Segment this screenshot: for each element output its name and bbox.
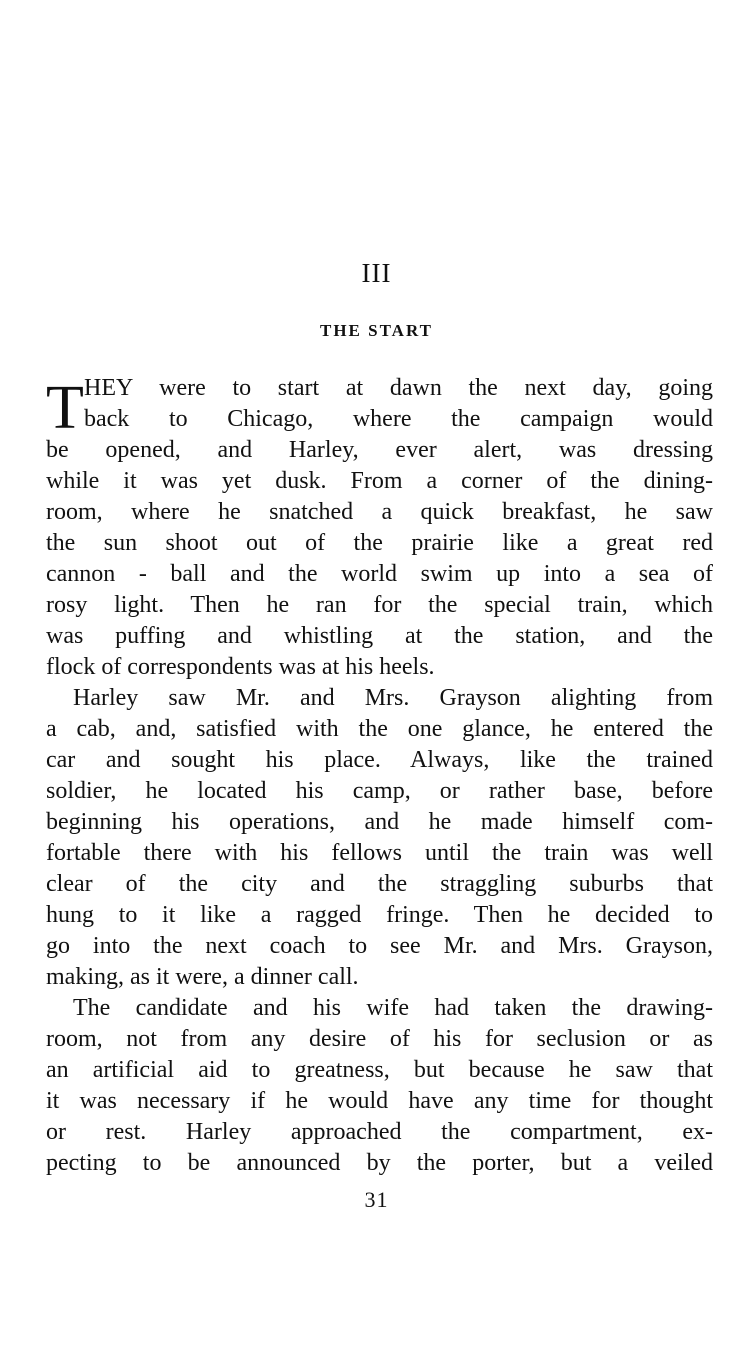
text-line: flock of correspondents was at his heels. [46,654,435,680]
text-line: soldier, he located his camp, or rather base, before [46,778,713,804]
text-line: rosy light. Then he ran for the special train, which [46,592,713,618]
text-line: the sun shoot out of the prairie like a great red [46,530,713,556]
text-line: pecting to be announced by the porter, but a veiled [46,1150,713,1176]
text-line: Harley saw Mr. and Mrs. Grayson alighting from [73,685,713,711]
paragraph [46,993,713,1179]
text-line: it was necessary if he would have any time for thought [46,1088,713,1114]
text-line: fortable there with his fellows until the train was well [46,840,713,866]
page-number: 31 [364,1187,389,1212]
text-line: The candidate and his wife had taken the drawing- [73,995,713,1021]
text-line: beginning his operations, and he made himself com- [46,809,713,835]
text-line: room, not from any desire of his for seclusion or as [46,1026,713,1052]
paragraph [46,373,713,683]
text-line: while it was yet dusk. From a corner of the dining- [46,468,713,494]
drop-cap: T [46,374,84,442]
text-line: an artificial aid to greatness, but because he saw that [46,1057,713,1083]
paragraph [46,683,713,993]
text-line: room, where he snatched a quick breakfast, he saw [46,499,713,525]
text-line: be opened, and Harley, ever alert, was dressing [46,437,713,463]
text-line: go into the next coach to see Mr. and Mrs. Grayson, [46,933,713,959]
text-line: car and sought his place. Always, like the trained [46,747,713,773]
body-text [46,373,713,1179]
text-line: cannon - ball and the world swim up into a sea of [46,561,713,587]
text-line: hung to it like a ragged fringe. Then he decided to [46,902,713,928]
text-line: back to Chicago, where the campaign would [84,406,713,432]
chapter-number: III [361,258,392,288]
text-line: HEY were to start at dawn the next day, going [84,375,713,401]
text-line: was puffing and whistling at the station, and the [46,623,713,649]
text-line: clear of the city and the straggling suburbs that [46,871,713,897]
text-line: making, as it were, a dinner call. [46,964,359,990]
text-line: or rest. Harley approached the compartment, ex- [46,1119,713,1145]
text-line: a cab, and, satisfied with the one glance, he entered the [46,716,713,742]
chapter-title: THE START [320,321,433,340]
